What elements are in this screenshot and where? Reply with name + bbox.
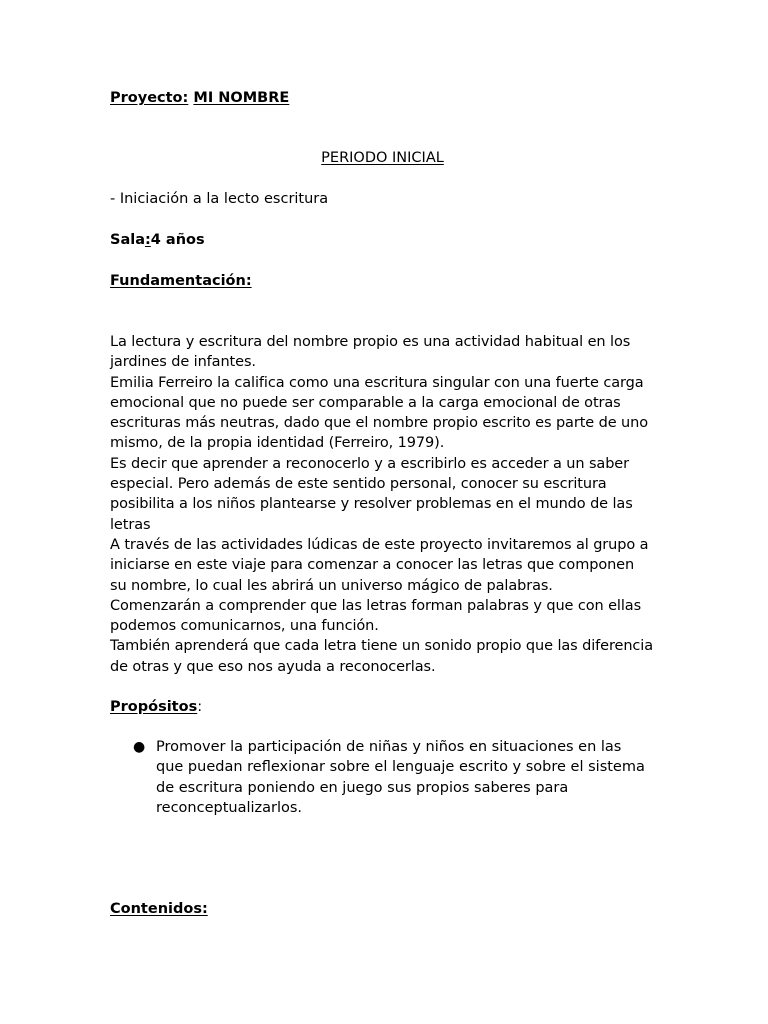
room-label: Sala [110,232,145,248]
list-item-text: Promover la participación de niñas y niños en situaciones en las que puedan reflexionar sobre el lenguaje escrito y sobre el sistema de escritura poniendo en juego sus propios saberes para reconceptualizarlos. [156,739,645,816]
room-line [110,230,205,250]
paragraph: La lectura y escritura del nombre propio es una actividad habitual en los jardines de infantes. [110,334,631,371]
document-page [110,0,655,1024]
paragraph: A través de las actividades lúdicas de este proyecto invitaremos al grupo a iniciarse en este viaje para comenzar a conocer las letras que componen su nombre, lo cual les abrirá un universo mágico de palabras. [110,536,649,594]
fundamentacion-body [110,332,655,677]
project-name: MI NOMBRE [193,90,290,106]
contenidos-heading: Contenidos: [110,901,208,917]
propositos-colon: : [197,699,203,715]
period-title: PERIODO INICIAL [321,150,444,166]
paragraph: Emilia Ferreiro la califica como una escritura singular con una fuerte carga emocional que no puede ser comparable a la carga emocional de otras escrituras más neutras, dado que el nombre propio escrito es parte de uno mismo, de la propia identidad (Ferreiro, 1979). [110,374,648,452]
subtitle: - Iniciación a la lecto escritura [110,191,329,207]
fundamentacion-heading: Fundamentación: [110,273,252,289]
bullet-icon: ● [133,739,146,755]
project-line [110,88,289,108]
room-colon: : [144,232,151,248]
paragraph: También aprenderá que cada letra tiene un sonido propio que las diferencia de otras y que eso nos ayuda a reconocerlas. [110,638,654,675]
project-label: Proyecto: [110,90,189,106]
room-value: 4 años [150,232,205,248]
paragraph: Es decir que aprender a reconocerlo y a escribirlo es acceder a un saber especial. Pero además de este sentido personal, conocer su escritura posibilita a los niños plantearse y resolver problemas en el mundo de las letras [110,455,633,533]
propositos-heading: Propósitos [110,699,198,715]
paragraph: Comenzarán a comprender que las letras forman palabras y que con ellas podemos comunicarnos, una función. [110,597,642,635]
propositos-heading-line [110,697,202,717]
